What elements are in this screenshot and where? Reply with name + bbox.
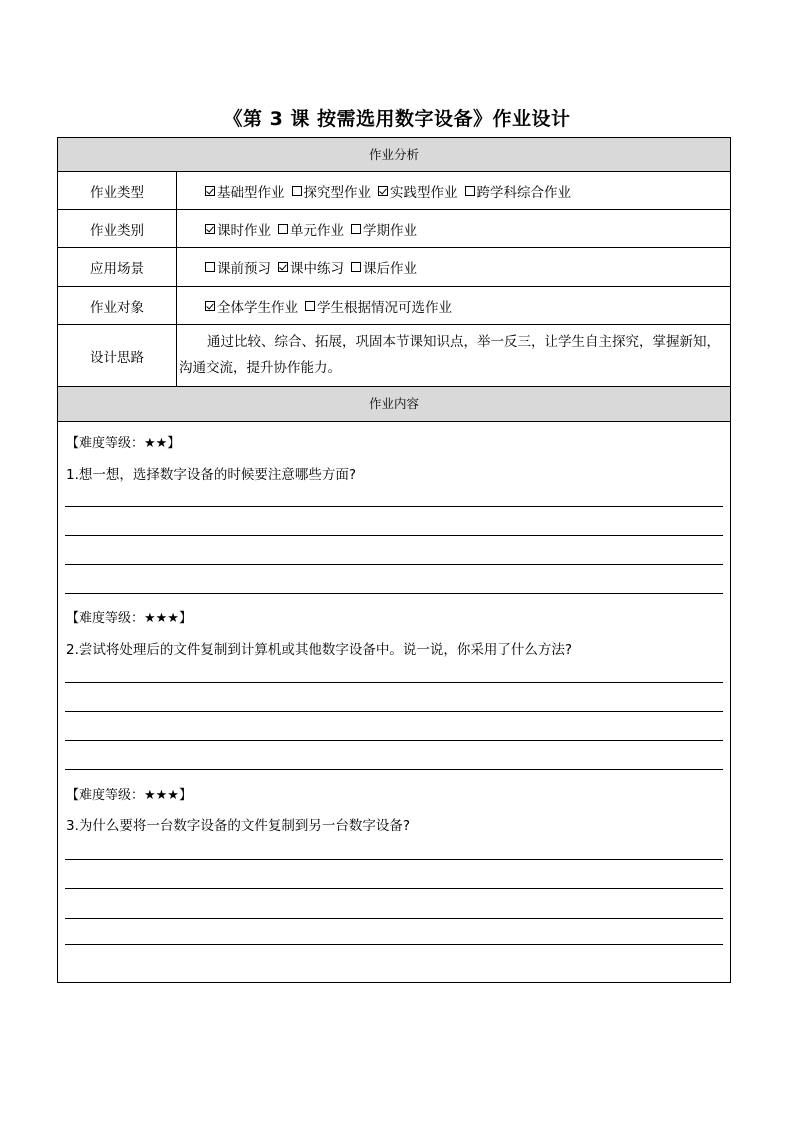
option-interdisciplinary[interactable]: 跨学科综合作业 xyxy=(465,181,572,201)
row-design-idea xyxy=(58,325,730,387)
answer-line[interactable] xyxy=(65,888,723,889)
checkbox-icon[interactable] xyxy=(292,186,302,196)
checkbox-icon[interactable] xyxy=(465,186,475,196)
answer-line[interactable] xyxy=(65,859,723,860)
option-term[interactable]: 学期作业 xyxy=(351,219,417,239)
option-after-class[interactable]: 课后作业 xyxy=(351,257,417,277)
option-unit[interactable]: 单元作业 xyxy=(278,219,344,239)
answer-line[interactable] xyxy=(65,682,723,683)
answer-line[interactable] xyxy=(65,506,723,507)
option-in-class[interactable]: 课中练习 xyxy=(278,257,344,277)
checkbox-icon[interactable] xyxy=(278,262,288,272)
difficulty-label: 【难度等级：★★★】 xyxy=(66,611,192,626)
design-idea-text: 通过比较、综合、拓展，巩固本节课知识点，举一反三，让学生自主探究，掌握新知，沟通交流，提升协作能力。 xyxy=(179,334,720,376)
checkbox-icon[interactable] xyxy=(205,224,215,234)
option-optional[interactable]: 学生根据情况可选作业 xyxy=(305,296,452,316)
row-target xyxy=(58,287,730,325)
checkbox-icon[interactable] xyxy=(278,224,288,234)
answer-line[interactable] xyxy=(65,918,723,919)
answer-line[interactable] xyxy=(65,564,723,565)
row-label: 作业对象 xyxy=(58,287,177,324)
checkbox-icon[interactable] xyxy=(205,262,215,272)
options-scenario xyxy=(177,248,730,286)
option-all-students[interactable]: 全体学生作业 xyxy=(205,296,298,316)
question-2: 2.尝试将处理后的文件复制到计算机或其他数字设备中。说一说，你采用了什么方法? xyxy=(66,642,573,658)
checkbox-icon[interactable] xyxy=(378,186,388,196)
options-target xyxy=(177,287,730,324)
option-inquiry[interactable]: 探究型作业 xyxy=(292,181,372,201)
answer-line[interactable] xyxy=(65,535,723,536)
page-title: 《第 3 课 按需选用数字设备》作业设计 xyxy=(223,108,571,130)
checkbox-icon[interactable] xyxy=(205,186,215,196)
answer-line[interactable] xyxy=(65,769,723,770)
row-label: 作业类别 xyxy=(58,210,177,247)
option-practice[interactable]: 实践型作业 xyxy=(378,181,458,201)
answer-line[interactable] xyxy=(65,944,723,945)
content-header: 作业内容 xyxy=(58,387,730,422)
answer-line[interactable] xyxy=(65,740,723,741)
row-label: 设计思路 xyxy=(58,325,177,386)
row-homework-type xyxy=(58,172,730,210)
difficulty-label: 【难度等级：★★★】 xyxy=(66,788,192,803)
option-preview[interactable]: 课前预习 xyxy=(205,257,271,277)
answer-line[interactable] xyxy=(65,593,723,594)
checkbox-icon[interactable] xyxy=(351,262,361,272)
option-basic[interactable]: 基础型作业 xyxy=(205,181,285,201)
row-label: 应用场景 xyxy=(58,248,177,286)
options-homework-type xyxy=(177,172,730,209)
answer-line[interactable] xyxy=(65,711,723,712)
option-lesson[interactable]: 课时作业 xyxy=(205,219,271,239)
options-homework-category xyxy=(177,210,730,247)
question-3: 3.为什么要将一台数字设备的文件复制到另一台数字设备? xyxy=(66,818,411,834)
homework-table xyxy=(57,137,731,983)
question-1: 1.想一想，选择数字设备的时候要注意哪些方面? xyxy=(66,467,357,483)
checkbox-icon[interactable] xyxy=(305,301,315,311)
checkbox-icon[interactable] xyxy=(205,301,215,311)
analysis-header: 作业分析 xyxy=(58,138,730,172)
difficulty-label: 【难度等级：★★】 xyxy=(66,436,181,451)
row-homework-category xyxy=(58,210,730,248)
row-label: 作业类型 xyxy=(58,172,177,209)
row-scenario xyxy=(58,248,730,287)
checkbox-icon[interactable] xyxy=(351,224,361,234)
